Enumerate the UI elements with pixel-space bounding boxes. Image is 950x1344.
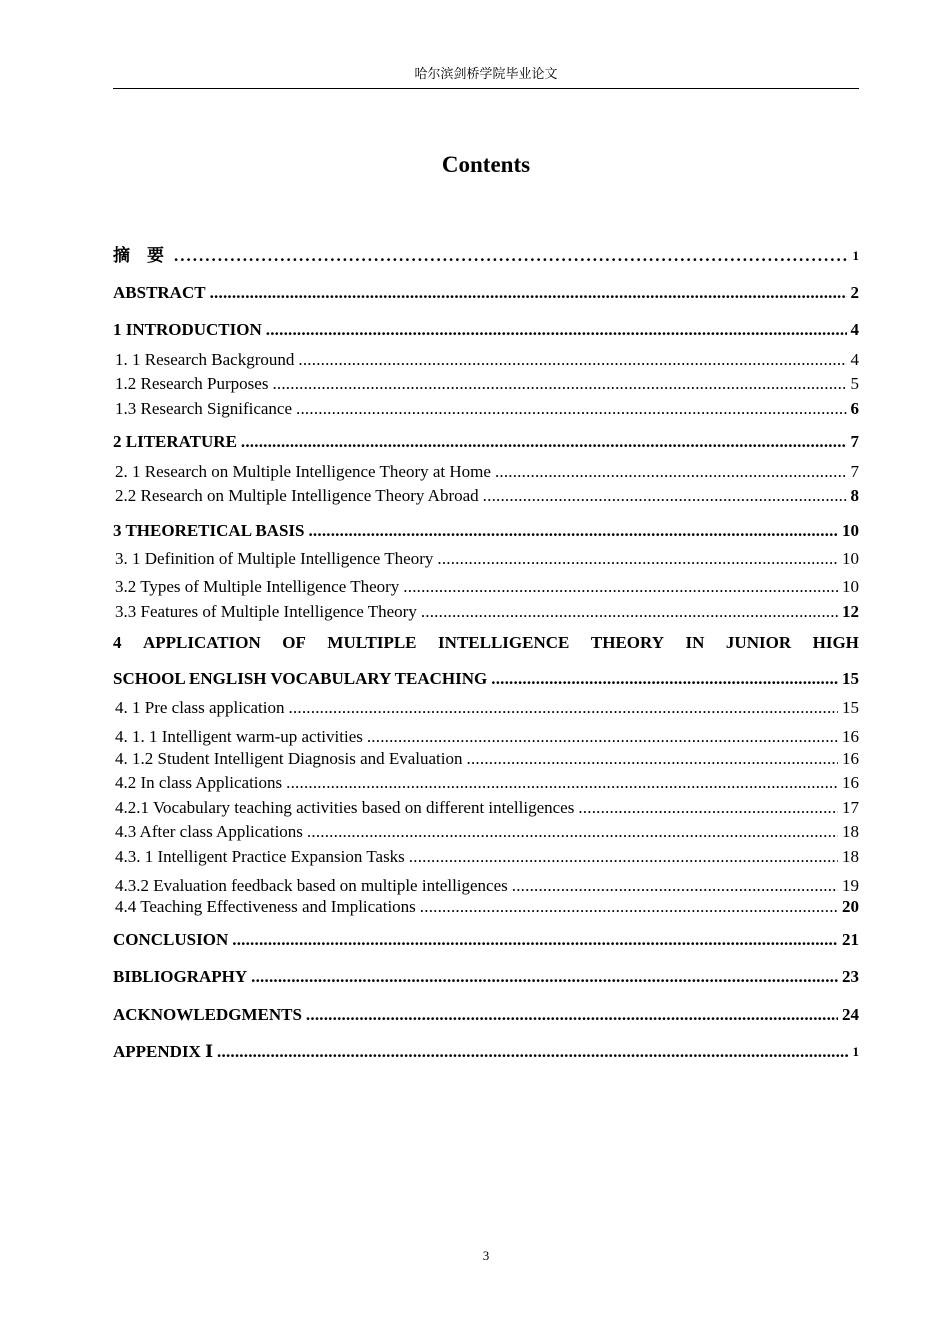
toc-entry-1-3[interactable] <box>115 398 859 420</box>
toc-entry-theoretical-basis[interactable] <box>113 520 859 542</box>
toc-leader <box>409 846 838 868</box>
toc-label: 1. 1 Research Background <box>115 350 295 369</box>
toc-heading-word: OF <box>282 633 306 652</box>
toc-page: 10 <box>842 577 859 596</box>
toc-leader <box>241 431 847 453</box>
toc-entry-3-1[interactable] <box>115 548 859 570</box>
toc-page: 18 <box>842 847 859 866</box>
toc-leader <box>367 726 838 748</box>
toc-page: 10 <box>842 549 859 568</box>
toc-entry-bibliography[interactable] <box>113 966 859 988</box>
toc-label: BIBLIOGRAPHY <box>113 967 248 986</box>
toc-page: 12 <box>842 602 859 621</box>
toc-label: ABSTRACT <box>113 283 206 302</box>
toc-leader <box>286 772 838 794</box>
toc-entry-4-1-2[interactable] <box>115 748 859 770</box>
toc-page: 16 <box>842 749 859 768</box>
running-header: 哈尔滨剑桥学院毕业论文 <box>414 66 558 81</box>
toc-label: 4.3.2 Evaluation feedback based on multiple intelligences <box>115 876 508 895</box>
toc-entry-literature[interactable] <box>113 431 859 453</box>
toc-page: 20 <box>842 897 859 916</box>
toc-leader <box>289 697 839 719</box>
header-rule <box>113 88 859 89</box>
toc-entry-acknowledgments[interactable] <box>113 1004 859 1026</box>
toc-label: 4.3. 1 Intelligent Practice Expansion Tasks <box>115 847 405 866</box>
toc-leader <box>307 821 838 843</box>
toc-heading-word: IN <box>685 633 705 652</box>
toc-entry-chapter-4-line2[interactable] <box>113 668 859 690</box>
toc-page: 15 <box>842 698 859 717</box>
toc-entry-1-2[interactable] <box>115 373 859 395</box>
toc-page: 23 <box>842 967 859 986</box>
toc-leader <box>272 373 846 395</box>
toc-label: 3.3 Features of Multiple Intelligence Theory <box>115 602 417 621</box>
toc-entry-chapter-4[interactable] <box>113 632 859 654</box>
toc-entry-4-3-1[interactable] <box>115 846 859 868</box>
toc-entry-1-1[interactable] <box>115 349 859 371</box>
toc-label: 4.2 In class Applications <box>115 773 283 792</box>
toc-heading-word: THEORY <box>590 633 664 652</box>
toc-label: 4.3 After class Applications <box>115 822 303 841</box>
toc-label: APPENDIX Ⅰ <box>113 1042 214 1061</box>
toc-entry-appendix[interactable] <box>113 1041 859 1063</box>
toc-entry-3-2[interactable] <box>115 576 859 598</box>
toc-label: 4. 1. 1 Intelligent warm-up activities <box>115 727 363 746</box>
toc-page: 2 <box>850 283 859 302</box>
toc-page: 16 <box>842 727 859 746</box>
toc-page: 4 <box>850 350 859 369</box>
toc-entry-4-1[interactable] <box>115 697 859 719</box>
toc-leader <box>467 748 838 770</box>
toc-label: ACKNOWLEDGMENTS <box>113 1005 302 1024</box>
toc-page: 24 <box>842 1005 859 1024</box>
toc-label: 4. 1 Pre class application <box>115 698 285 717</box>
toc-leader <box>298 349 846 371</box>
toc-entry-4-2-1[interactable] <box>115 797 859 819</box>
toc-heading-word: MULTIPLE <box>327 633 417 652</box>
toc-leader <box>403 576 838 598</box>
toc-page: 1 <box>852 248 859 263</box>
toc-leader <box>483 485 847 507</box>
toc-page: 7 <box>850 462 859 481</box>
toc-entry-4-1-1[interactable] <box>115 726 859 748</box>
toc-leader <box>296 398 846 420</box>
toc-label: 摘 要 <box>113 246 164 265</box>
toc-page: 16 <box>842 773 859 792</box>
toc-leader <box>308 520 838 542</box>
toc-entry-2-2[interactable] <box>115 485 859 507</box>
toc-entry-4-2[interactable] <box>115 772 859 794</box>
toc-heading-word: APPLICATION <box>143 633 261 652</box>
toc-leader <box>420 896 838 918</box>
toc-label: 3.2 Types of Multiple Intelligence Theory <box>115 577 400 596</box>
toc-leader <box>421 601 838 623</box>
toc-entry-4-3-2[interactable] <box>115 875 859 897</box>
toc-label: 1.3 Research Significance <box>115 399 293 418</box>
toc-page: 1 <box>852 1044 859 1059</box>
toc-page: 7 <box>850 432 859 451</box>
toc-leader <box>266 319 847 341</box>
toc-entry-4-4[interactable] <box>115 896 859 918</box>
toc-label-line2: SCHOOL ENGLISH VOCABULARY TEACHING <box>113 669 488 688</box>
toc-label: 3 THEORETICAL BASIS <box>113 521 305 540</box>
toc-page: 18 <box>842 822 859 841</box>
toc-page: 17 <box>842 798 859 817</box>
toc-label: 4.2.1 Vocabulary teaching activities based on different intelligences <box>115 798 575 817</box>
toc-heading-word: JUNIOR <box>725 633 792 652</box>
toc-label: CONCLUSION <box>113 930 229 949</box>
toc-entry-conclusion[interactable] <box>113 929 859 951</box>
toc-entry-2-1[interactable] <box>115 461 859 483</box>
toc-heading-word: HIGH <box>812 633 859 652</box>
toc-heading-word: 4 <box>113 633 122 652</box>
toc-label: 4. 1.2 Student Intelligent Diagnosis and Evaluation <box>115 749 463 768</box>
toc-label: 3. 1 Definition of Multiple Intelligence Theory <box>115 549 434 568</box>
toc-label: 2 LITERATURE <box>113 432 237 451</box>
toc-leader <box>306 1004 838 1026</box>
toc-page: 19 <box>842 876 859 895</box>
toc-leader <box>578 797 838 819</box>
contents-title: Contents <box>441 152 531 177</box>
toc-leader <box>512 875 838 897</box>
toc-page: 21 <box>842 930 859 949</box>
toc-page: 15 <box>842 669 859 688</box>
toc-entry-introduction[interactable] <box>113 319 859 341</box>
toc-leader <box>251 966 838 988</box>
toc-page: 10 <box>842 521 859 540</box>
toc-entry-4-3[interactable] <box>115 821 859 843</box>
toc-heading-word: INTELLIGENCE <box>438 633 570 652</box>
toc-label: 4.4 Teaching Effectiveness and Implications <box>115 897 416 916</box>
toc-leader <box>210 282 847 304</box>
toc-leader <box>232 929 838 951</box>
toc-leader <box>217 1041 848 1063</box>
toc-page: 5 <box>850 374 859 393</box>
toc-leader <box>495 461 847 483</box>
toc-label: 2. 1 Research on Multiple Intelligence Theory at Home <box>115 462 491 481</box>
toc-leader <box>437 548 838 570</box>
toc-entry-abstract[interactable] <box>113 282 859 304</box>
toc-leader <box>174 245 849 267</box>
toc-label: 1 INTRODUCTION <box>113 320 262 339</box>
toc-page: 8 <box>850 486 859 505</box>
page-number: 3 <box>482 1248 490 1263</box>
toc-entry-zhaiyao[interactable] <box>113 245 859 267</box>
toc-label-line1 <box>113 632 859 654</box>
toc-label: 2.2 Research on Multiple Intelligence Theory Abroad <box>115 486 479 505</box>
toc-page: 4 <box>850 320 859 339</box>
toc-entry-3-3[interactable] <box>115 601 859 623</box>
toc-label: 1.2 Research Purposes <box>115 374 269 393</box>
toc-leader <box>491 668 838 690</box>
toc-page: 6 <box>850 399 859 418</box>
